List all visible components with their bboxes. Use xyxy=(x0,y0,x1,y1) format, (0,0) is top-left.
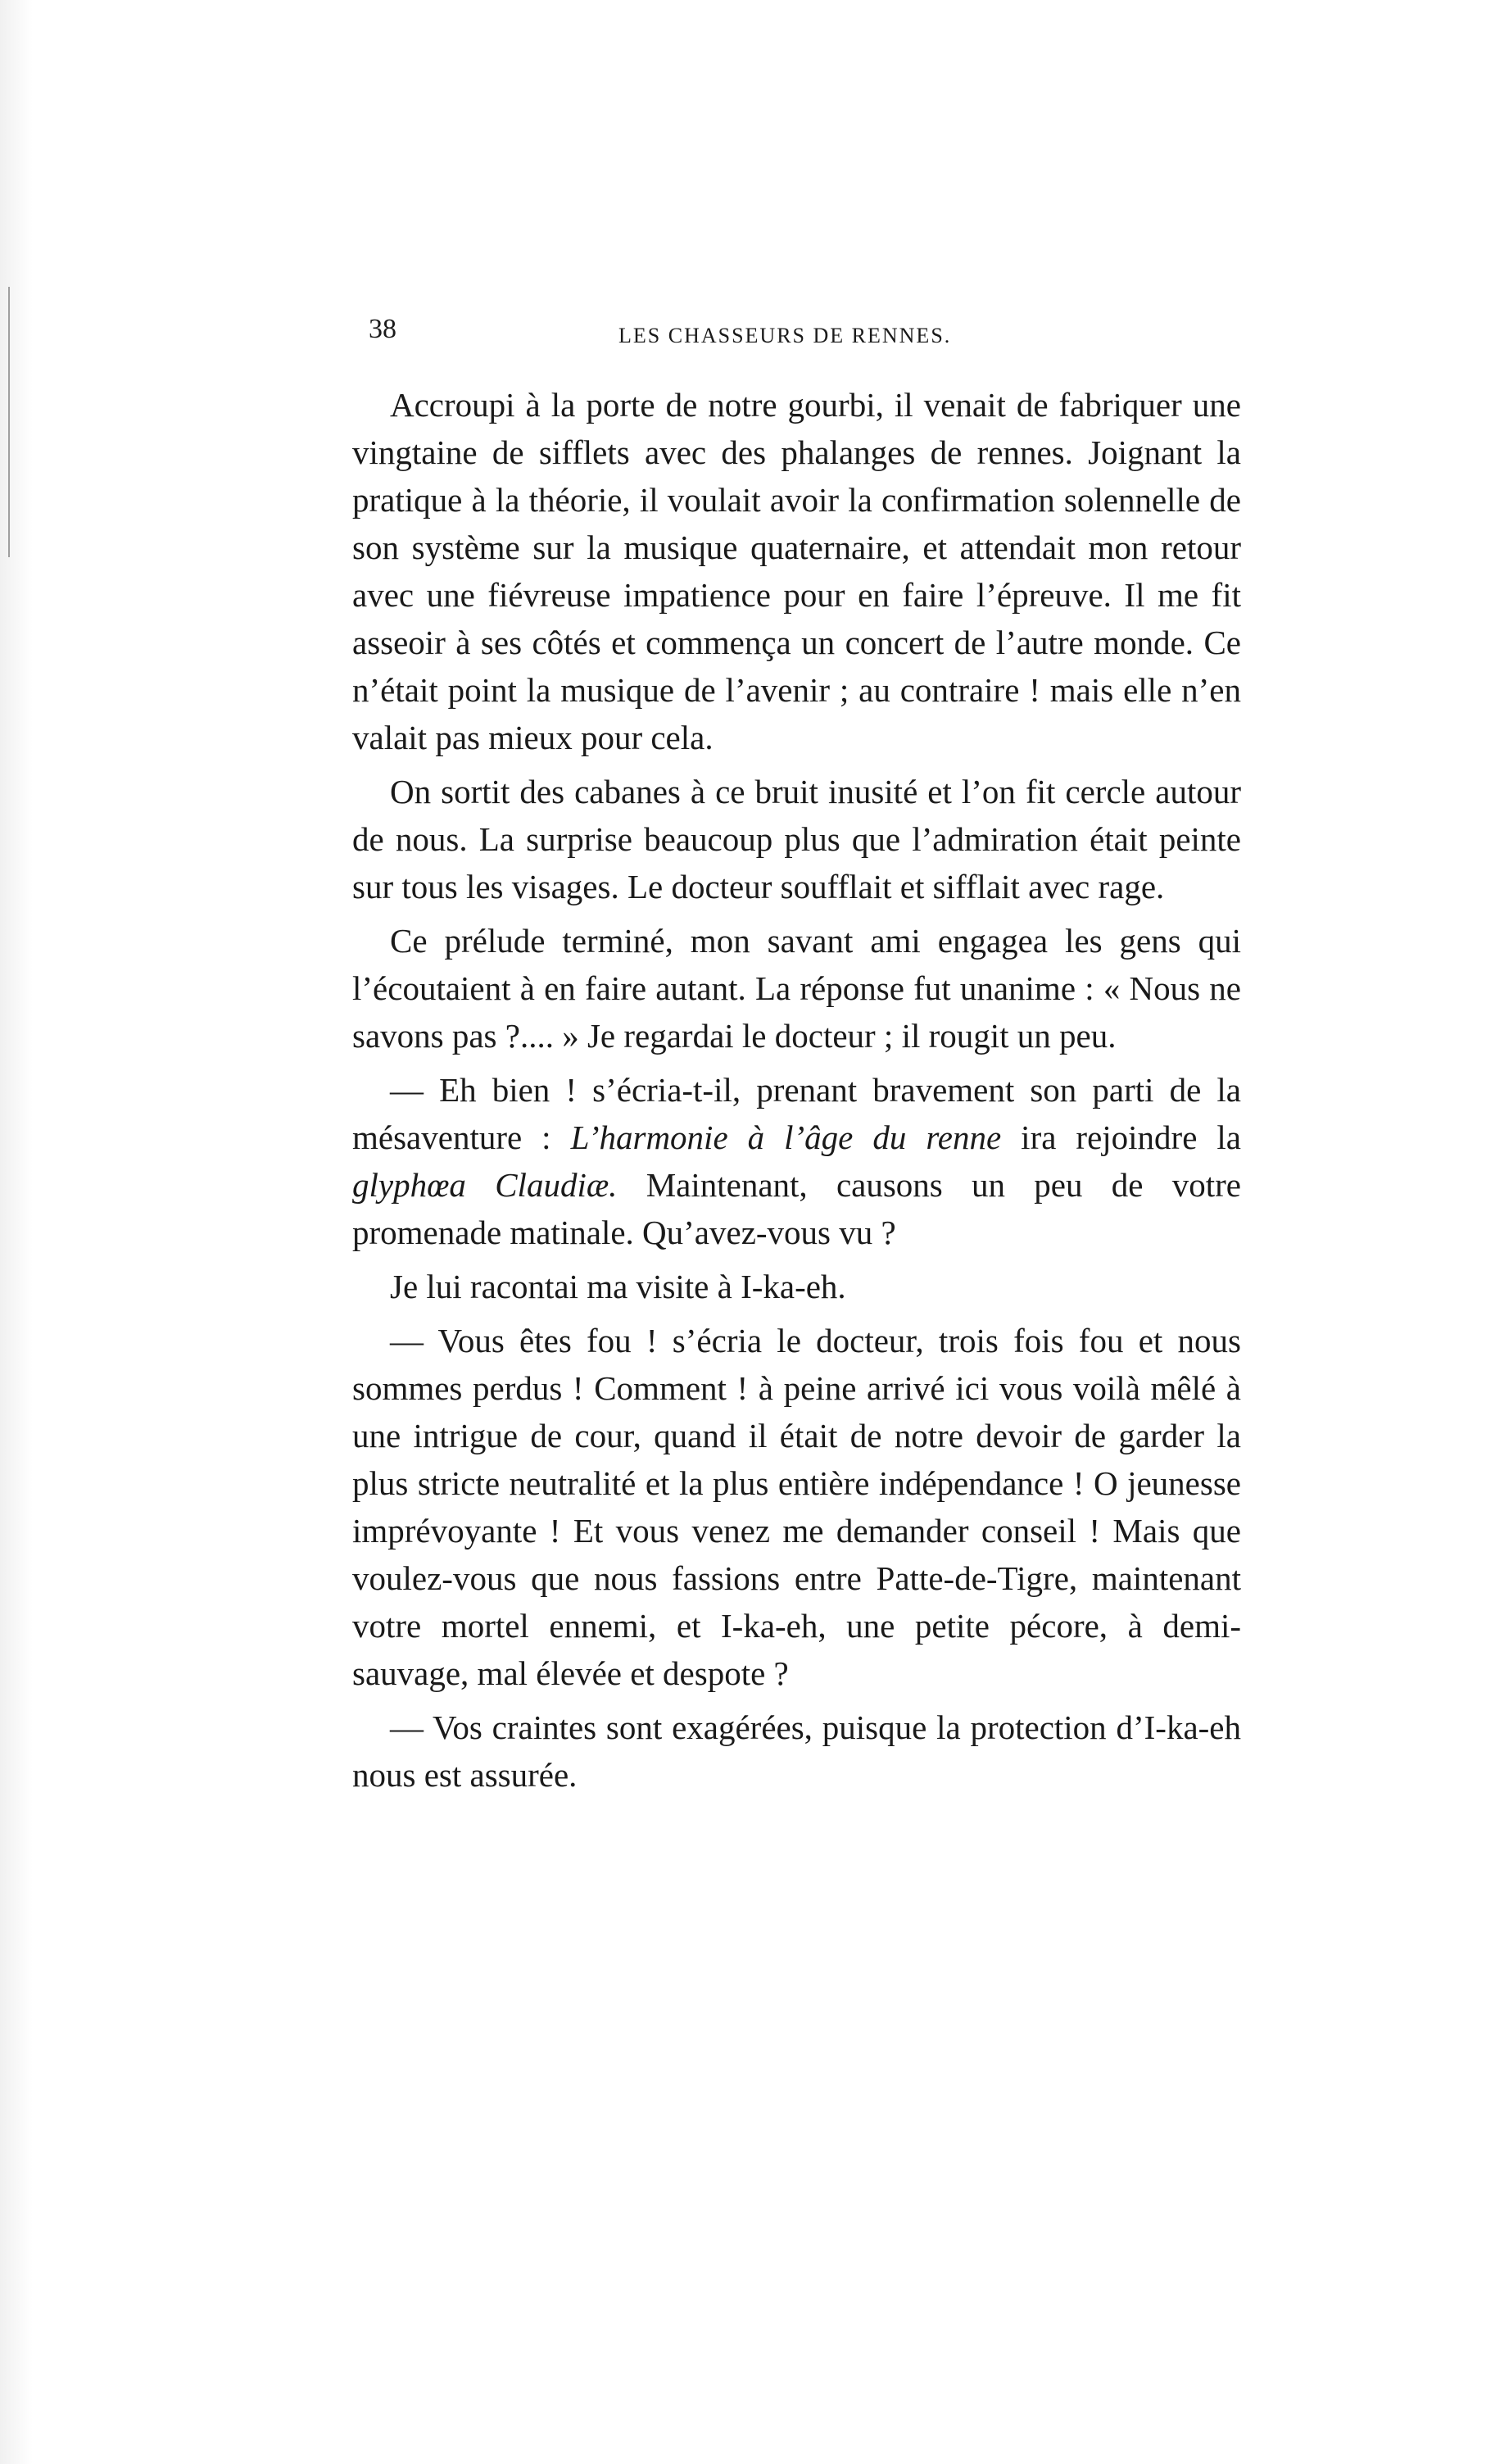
scan-edge-shadow xyxy=(0,0,33,2464)
scan-edge-mark xyxy=(8,287,10,557)
paragraph: On sortit des cabanes à ce bruit inusité et l’on fit cercle autour de nous. La surprise beaucoup plus que l’admiration était peinte sur tous les visages. Le docteur soufflait et sifflait avec rage. xyxy=(352,773,1241,905)
paragraph: Ce prélude terminé, mon savant ami engagea les gens qui l’écoutaient à en faire autant. La réponse fut unanime : « Nous ne savons pas ?.... » Je regardai le docteur ; il rougit un peu. xyxy=(352,922,1241,1055)
paragraph: — Vos craintes sont exagérées, puisque la protection d’I-ka-eh nous est assurée. xyxy=(352,1708,1241,1794)
italic-species-name: glyphœa Claudiæ. xyxy=(352,1166,618,1204)
book-page xyxy=(352,307,1241,1805)
paragraph-text: — Eh bien ! s’écria-t-il, prenant bravement son parti de la mésaventure : xyxy=(352,1071,1241,1156)
paragraph xyxy=(352,1066,1241,1256)
running-head xyxy=(352,307,1241,365)
paragraph-text: ira rejoindre la xyxy=(1001,1119,1241,1156)
page-number: 38 xyxy=(369,314,396,344)
italic-title: L’harmonie à l’âge du renne xyxy=(570,1119,1002,1156)
paragraph-text: Maintenant, causons un peu de votre promenade matinale. Qu’avez-vous vu ? xyxy=(352,1166,1241,1251)
running-title: LES CHASSEURS DE RENNES. xyxy=(618,324,952,347)
paragraph: — Vous êtes fou ! s’écria le docteur, trois fois fou et nous sommes perdus ! Comment ! à peine arrivé ici vous voilà mêlé à une intrigue de cour, quand il était de notre devoir de garder la plus stricte neutralité et la plus entière indépendance ! O jeunesse imprévoyante ! Et vous venez me demander conseil ! Mais que voulez-vous que nous fassions entre Patte-de-Tigre, maintenant votre mortel ennemi, et I-ka-eh, une petite pécore, à demi-sauvage, mal élevée et despote ? xyxy=(352,1322,1241,1692)
body-text xyxy=(352,381,1241,1799)
paragraph: Je lui racontai ma visite à I-ka-eh. xyxy=(390,1268,846,1305)
paragraph: Accroupi à la porte de notre gourbi, il venait de fabriquer une vingtaine de sifflets avec des phalanges de rennes. Joignant la pratique à la théorie, il voulait avoir la confirmation solennelle de son système sur la musique quaternaire, et attendait mon retour avec une fiévreuse impatience pour en faire l’épreuve. Il me fit asseoir à ses côtés et commença un concert de l’autre monde. Ce n’était point la musique de l’avenir ; au contraire ! mais elle n’en valait pas mieux pour cela. xyxy=(352,386,1241,756)
